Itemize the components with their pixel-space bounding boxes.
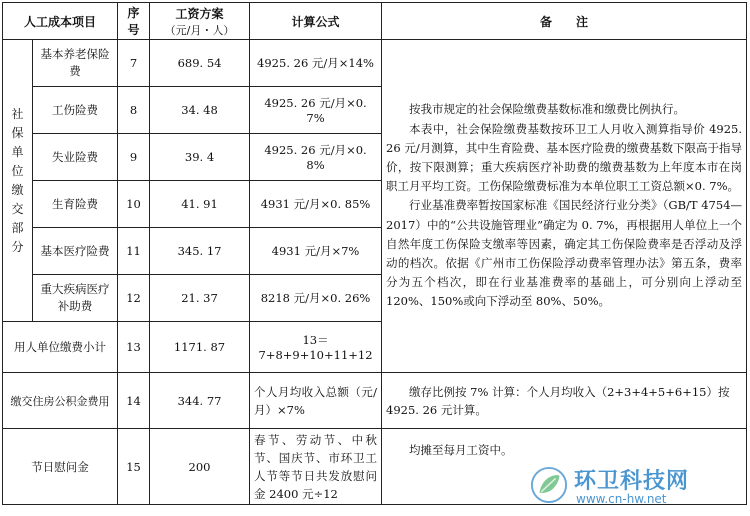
housing-name: 缴交住房公积金费用 (3, 373, 118, 429)
leaf-logo-icon (530, 466, 568, 504)
remark-para: 按我市规定的社会保险缴费基数标准和缴费比例执行。 (409, 102, 686, 117)
row-no: 11 (118, 228, 150, 275)
housing-no: 14 (118, 373, 150, 429)
row-name: 基本医疗险费 (33, 228, 118, 275)
housing-formula: 个人月均收入总额（元/月）×7% (250, 373, 382, 429)
row-name: 工伤险费 (33, 87, 118, 134)
row-name: 重大疾病医疗补助费 (33, 275, 118, 322)
labor-cost-table (2, 2, 747, 505)
row-formula: 4925. 26 元/月×0. 7% (250, 87, 382, 134)
header-formula: 计算公式 (250, 3, 382, 40)
row-formula: 4925. 26 元/月×14% (250, 40, 382, 87)
header-row (3, 3, 747, 40)
row-no: 9 (118, 134, 150, 181)
row-amount: 34. 48 (150, 87, 250, 134)
row-amount: 345. 17 (150, 228, 250, 275)
watermark-url: www.cn-hw.net (576, 492, 667, 506)
row-name: 生育险费 (33, 181, 118, 228)
row-amount: 39. 4 (150, 134, 250, 181)
subtotal-name: 用人单位缴费小计 (3, 322, 118, 373)
header-no: 序号 (118, 3, 150, 40)
row-formula: 8218 元/月×0. 26% (250, 275, 382, 322)
holiday-no: 15 (118, 429, 150, 505)
housing-amount: 344. 77 (150, 373, 250, 429)
row-formula: 4931 元/月×7% (250, 228, 382, 275)
social-remark (382, 40, 747, 373)
holiday-formula: 春节、劳动节、中秋节、国庆节、市环卫工人节等节日共发放慰问金 2400 元÷12 (250, 429, 382, 505)
row-amount: 21. 37 (150, 275, 250, 322)
row-no: 12 (118, 275, 150, 322)
header-plan (150, 3, 250, 40)
table-row (3, 40, 747, 87)
watermark (530, 462, 740, 512)
group-label-text: 社保单位缴交部分 (11, 106, 24, 254)
row-formula: 4925. 26 元/月×0. 8% (250, 134, 382, 181)
row-amount: 689. 54 (150, 40, 250, 87)
subtotal-no: 13 (118, 322, 150, 373)
header-remark: 备 注 (382, 3, 747, 40)
subtotal-formula: 13＝7+8+9+10+11+12 (250, 322, 382, 373)
row-formula: 4931 元/月×0. 85% (250, 181, 382, 228)
row-name: 失业险费 (33, 134, 118, 181)
header-plan-unit: （元/月・人） (164, 23, 235, 37)
holiday-name: 节日慰问金 (3, 429, 118, 505)
holiday-amount: 200 (150, 429, 250, 505)
subtotal-amount: 1171. 87 (150, 322, 250, 373)
remark-para: 行业基准费率暂按国家标准《国民经济行业分类》（GB/T 4754—2017）中的“公共设施管理业”确定为 0. 7%，再根据用人单位上一个自然年度工伤保险支缴率等因素，确定其工伤保险费率是否浮动及浮动的档次。依据《广州市工伤保险浮动费率管理办法》第五条，费率分为五个档次，即在行业基准费率的基础上，可分别向上浮动至 120%、150%或向下浮动至 80%、50%。 (386, 198, 743, 309)
row-no: 8 (118, 87, 150, 134)
housing-remark: 缴存比例按 7% 计算：个人月均收入（2+3+4+5+6+15）按 4925. 26 元计算。 (382, 373, 747, 429)
housing-row (3, 373, 747, 429)
group-label (3, 40, 33, 322)
remark-para: 本表中，社会保险缴费基数按环卫工人月收入测算指导价 4925. 26 元/月测算，其中生育险费、基本医疗险费的缴费基数下限高于指导价，按下限测算；重大疾病医疗补助费的缴费基数为上年度本市在岗职工月平均工资。工伤保险缴费标准为本单位职工工资总额×0. 7%。 (386, 121, 743, 194)
holiday-remark: 均摊至每月工资中。 (382, 429, 747, 505)
header-item: 人工成本项目 (3, 3, 118, 40)
row-no: 10 (118, 181, 150, 228)
row-no: 7 (118, 40, 150, 87)
header-plan-title: 工资方案 (175, 6, 224, 21)
row-amount: 41. 91 (150, 181, 250, 228)
watermark-title: 环卫科技网 (574, 469, 690, 494)
row-name: 基本养老保险费 (33, 40, 118, 87)
